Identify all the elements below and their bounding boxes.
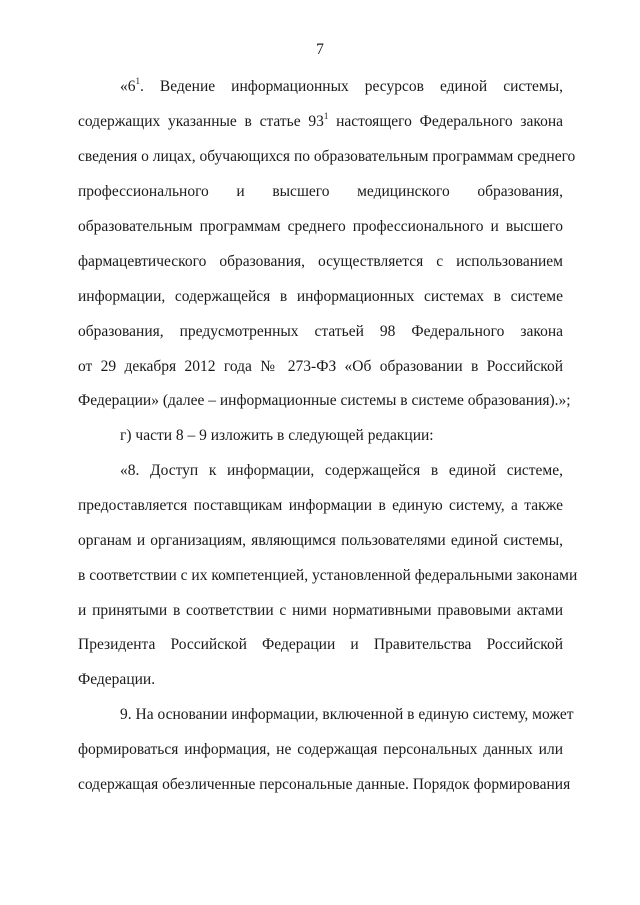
- superscript: 1: [323, 111, 329, 121]
- text-line: образовательным программам среднего профессионального и высшего: [78, 218, 563, 235]
- text-line: «8. Доступ к информации, содержащейся в единой системе,: [120, 462, 563, 479]
- text-segment: . Ведение информационных ресурсов единой системы,: [140, 78, 563, 95]
- text-line: профессионального и высшего медицинского образования,: [78, 183, 563, 200]
- text-line: от 29 декабря 2012 года № 273-ФЗ «Об образовании в Российской: [78, 358, 563, 375]
- text-line: органам и организациям, являющимся пользователями единой системы,: [78, 532, 563, 549]
- page-number: 7: [316, 41, 324, 58]
- text-line: г) части 8 – 9 изложить в следующей редакции:: [120, 427, 434, 444]
- text-line: Федерации» (далее – информационные системы в системе образования).»;: [78, 392, 571, 409]
- text-line: сведения о лицах, обучающихся по образовательным программам среднего: [78, 148, 576, 165]
- text-line: образования, предусмотренных статьей 98 Федерального закона: [78, 323, 563, 340]
- text-segment: содержащих указанные в статье 93: [78, 113, 324, 130]
- superscript: 1: [135, 76, 140, 86]
- text-line: предоставляется поставщикам информации в единую систему, а также: [78, 497, 563, 514]
- text-line: в соответствии с их компетенцией, установленной федеральными законами: [78, 567, 578, 584]
- text-line: [78, 112, 563, 132]
- text-line: информации, содержащейся в информационных системах в системе: [78, 288, 563, 305]
- text-line: фармацевтического образования, осуществляется с использованием: [78, 253, 563, 270]
- text-line: [120, 77, 563, 97]
- text-line: Президента Российской Федерации и Правительства Российской: [78, 636, 563, 653]
- text-line: и принятыми в соответствии с ними нормативными правовыми актами: [78, 602, 563, 619]
- text-line: 9. На основании информации, включенной в единую систему, может: [120, 706, 574, 723]
- text-segment: «6: [120, 78, 136, 95]
- text-line: содержащая обезличенные персональные данные. Порядок формирования: [78, 776, 571, 793]
- text-line: Федерации.: [78, 671, 156, 688]
- text-line: формироваться информация, не содержащая персональных данных или: [78, 741, 563, 758]
- text-segment: настоящего Федерального закона: [328, 113, 564, 130]
